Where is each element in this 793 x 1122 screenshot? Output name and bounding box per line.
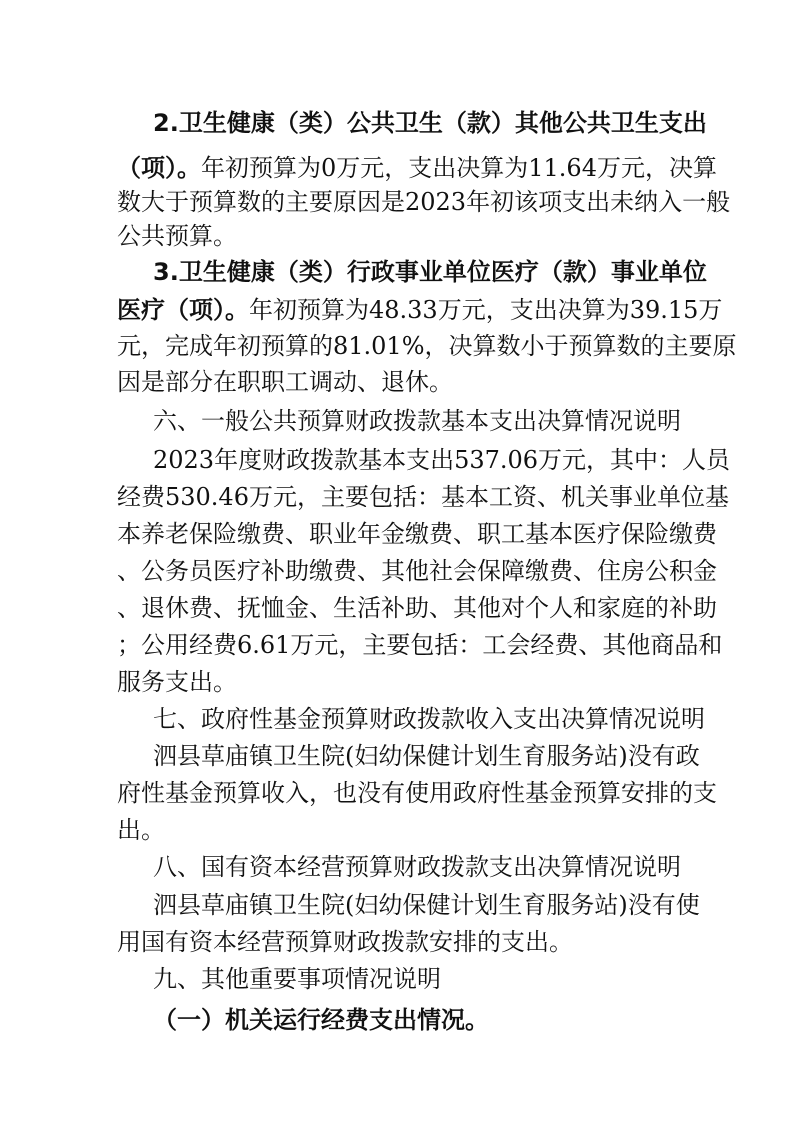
section7-line: 府性基金预算收入，也没有使用政府性基金预算安排的支: [117, 779, 717, 807]
item2-line2-bold: （项）。: [117, 154, 201, 182]
section7-line: 泗县草庙镇卫生院(妇幼保健计划生育服务站)没有政: [153, 742, 700, 770]
section6-line: 、退休费、抚恤金、生活补助、其他对个人和家庭的补助: [117, 594, 717, 622]
item2-line2: [117, 152, 793, 184]
section6-line: 、公务员医疗补助缴费、其他社会保障缴费、住房公积金: [117, 557, 717, 585]
section8-line: 用国有资本经营预算财政拨款安排的支出。: [117, 928, 573, 956]
item3-line3: 元，完成年初预算的81.01%，决算数小于预算数的主要原: [117, 332, 737, 360]
item3-line2-bold: 医疗（项）。: [117, 296, 249, 324]
item2-line2-rest: 年初预算为0万元，支出决算为11.64万元，决算: [201, 154, 717, 182]
section6-heading: 六、一般公共预算财政拨款基本支出决算情况说明: [153, 407, 681, 435]
item3-line4: 因是部分在职职工调动、退休。: [117, 368, 453, 396]
item3-line1: 3.卫生健康（类）行政事业单位医疗（款）事业单位: [153, 258, 707, 286]
section8-heading: 八、国有资本经营预算财政拨款支出决算情况说明: [153, 853, 681, 881]
item2-line1: 2.卫生健康（类）公共卫生（款）其他公共卫生支出: [153, 109, 707, 137]
section6-line: 服务支出。: [117, 668, 237, 696]
section6-line: 经费530.46万元，主要包括：基本工资、机关事业单位基: [117, 483, 729, 511]
item2-line3: 数大于预算数的主要原因是2023年初该项支出未纳入一般: [117, 188, 731, 216]
item2-line4: 公共预算。: [117, 222, 237, 250]
section6-line: 本养老保险缴费、职业年金缴费、职工基本医疗保险缴费: [117, 520, 717, 548]
item3-line2-rest: 年初预算为48.33万元，支出决算为39.15万: [249, 296, 723, 324]
section7-line: 出。: [117, 816, 165, 844]
section6-line: ；公用经费6.61万元，主要包括：工会经费、其他商品和: [117, 631, 723, 659]
section7-heading: 七、政府性基金预算财政拨款收入支出决算情况说明: [153, 705, 705, 733]
section9-heading: 九、其他重要事项情况说明: [153, 965, 441, 993]
item3-line2: [117, 294, 793, 326]
section8-line: 泗县草庙镇卫生院(妇幼保健计划生育服务站)没有使: [153, 891, 700, 919]
section6-line: 2023年度财政拨款基本支出537.06万元，其中：人员: [153, 446, 731, 474]
section9-sub1: （一）机关运行经费支出情况。: [153, 1006, 489, 1034]
